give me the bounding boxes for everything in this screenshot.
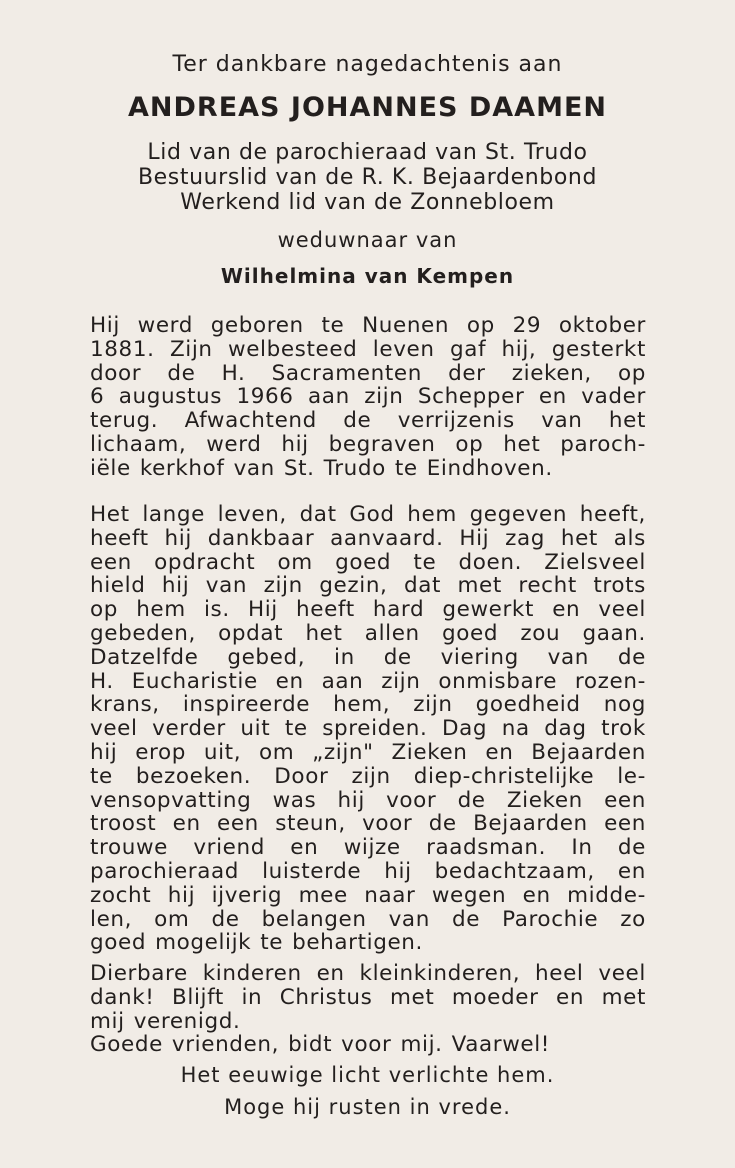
- word: zijn: [364, 384, 404, 410]
- word: verder: [152, 716, 226, 742]
- word: veel: [598, 597, 646, 623]
- text-line: [90, 457, 646, 481]
- intro-line: Ter dankbare nagedachtenis aan: [172, 52, 563, 77]
- word: inspireerde: [182, 692, 311, 718]
- word: ijverig: [211, 882, 283, 908]
- word: zo: [620, 906, 646, 932]
- word: Zieken: [391, 739, 468, 765]
- word: Datzelfde: [90, 644, 199, 670]
- word: hij: [164, 525, 192, 551]
- word: de: [428, 811, 457, 837]
- word: naar: [364, 882, 416, 908]
- word: Parochie: [502, 906, 599, 932]
- word: steun,: [275, 811, 346, 837]
- word: werd: [137, 313, 193, 338]
- word: verenigd.: [133, 1008, 241, 1034]
- word: verrijzenis: [397, 408, 515, 434]
- word: gebed,: [227, 644, 306, 670]
- word: hij: [161, 573, 190, 599]
- word: dankbaar: [207, 525, 315, 551]
- word: uit,: [203, 739, 242, 765]
- word: Zijn: [169, 336, 213, 362]
- word: nog: [603, 692, 646, 718]
- text-line: [90, 670, 646, 694]
- word: der: [448, 360, 486, 386]
- word: geboren: [210, 313, 304, 338]
- word: Vaarwel!: [451, 1032, 551, 1058]
- word: te: [413, 549, 437, 575]
- word: de: [343, 408, 372, 434]
- word: goed: [335, 549, 392, 575]
- word: met: [457, 573, 502, 599]
- word: voor: [386, 787, 437, 813]
- word: voor: [341, 1032, 392, 1058]
- word: Door: [274, 763, 329, 789]
- word: het: [560, 525, 598, 551]
- word: en: [538, 384, 567, 410]
- word: zou: [520, 620, 561, 646]
- text-line: [90, 362, 646, 386]
- text-line: [90, 338, 646, 362]
- word: Sacramenten: [271, 360, 422, 386]
- word: hij: [337, 787, 365, 813]
- word: kinderen: [202, 961, 302, 986]
- word: hij: [384, 858, 412, 884]
- word: hij: [281, 431, 309, 457]
- word: vrienden,: [171, 1032, 280, 1058]
- word: dat: [299, 502, 337, 527]
- text-line: [90, 622, 646, 646]
- word: krans,: [90, 692, 160, 718]
- word: het: [503, 431, 541, 457]
- word: 1966: [236, 384, 294, 410]
- word: Hij: [247, 597, 278, 623]
- word: om: [154, 906, 190, 932]
- widower-label: weduwnaar van: [277, 228, 458, 252]
- word: trouwe: [90, 835, 168, 861]
- word: aanvaard.: [330, 525, 444, 551]
- word: vensopvatting: [90, 787, 252, 813]
- word: H.: [221, 360, 246, 386]
- word: en: [172, 811, 201, 837]
- word: van: [233, 455, 275, 481]
- text-line: [90, 598, 646, 622]
- text-line: [90, 812, 646, 836]
- word: Eindhoven.: [426, 455, 553, 481]
- word: H.: [90, 668, 114, 694]
- word: leven: [372, 336, 435, 362]
- deceased-name: ANDREAS JOHANNES DAAMEN: [128, 92, 607, 123]
- word: paroch-: [560, 431, 646, 457]
- text-line: [90, 433, 646, 457]
- word: terug.: [90, 408, 159, 434]
- word: mogelijk: [155, 930, 252, 956]
- word: veel: [598, 961, 646, 986]
- word: en: [552, 597, 581, 623]
- word: in: [241, 984, 263, 1010]
- text-line: [90, 717, 646, 741]
- word: de: [211, 906, 240, 932]
- word: Goede: [90, 1032, 163, 1058]
- word: zieken,: [511, 360, 592, 386]
- text-line: [90, 836, 646, 860]
- text-line: [90, 1033, 646, 1057]
- word: Schepper: [417, 384, 525, 410]
- word: op: [466, 313, 495, 338]
- word: 6: [90, 384, 105, 410]
- role-line: Lid van de parochieraad van St. Trudo: [147, 140, 588, 165]
- word: viering: [440, 644, 519, 670]
- word: te: [260, 930, 284, 956]
- word: een: [217, 811, 259, 837]
- word: de: [451, 906, 481, 932]
- word: Hij: [459, 525, 490, 551]
- word: de: [457, 787, 486, 813]
- word: te: [284, 716, 308, 742]
- word: hield: [90, 573, 146, 599]
- text-line: [90, 789, 646, 813]
- text-line: [90, 574, 646, 598]
- word: te: [90, 763, 113, 789]
- word: luisterde: [262, 858, 362, 884]
- word: St.: [283, 455, 315, 481]
- text-line: [90, 1010, 646, 1034]
- word: en: [275, 668, 304, 694]
- word: zijn: [351, 763, 391, 789]
- word: op: [90, 597, 119, 623]
- word: hem,: [333, 692, 391, 718]
- farewell-paragraph: [90, 962, 646, 1057]
- word: bezoeken.: [135, 763, 252, 789]
- word: mij.: [400, 1032, 443, 1058]
- word: kleinkinderen,: [359, 961, 521, 986]
- role-line: Werkend lid van de Zonnebloem: [180, 190, 555, 215]
- word: spreiden.: [322, 716, 428, 742]
- word: Eucharistie: [131, 668, 258, 694]
- word: begraven: [328, 431, 436, 457]
- word: iële: [90, 455, 131, 481]
- word: Nuenen: [362, 313, 450, 338]
- word: de: [167, 360, 196, 386]
- word: vader: [581, 384, 646, 410]
- word: gegeven: [469, 502, 568, 527]
- word: parochieraad: [90, 858, 240, 884]
- text-line: [90, 765, 646, 789]
- roles-block: [0, 140, 735, 215]
- word: mee: [298, 882, 348, 908]
- text-line: [90, 646, 646, 670]
- word: te: [394, 455, 418, 481]
- word: uit: [240, 716, 271, 742]
- word: heel: [535, 961, 584, 986]
- text-line: [90, 527, 646, 551]
- word: en: [290, 835, 319, 861]
- word: raadsman.: [426, 835, 547, 861]
- word: behartigen.: [292, 930, 423, 956]
- word: zijn: [413, 692, 453, 718]
- word: met: [601, 984, 646, 1010]
- word: van: [547, 644, 589, 670]
- word: belangen: [261, 906, 367, 932]
- word: Dierbare: [90, 961, 188, 986]
- text-line: [90, 314, 646, 338]
- word: onmisbare: [438, 668, 558, 694]
- word: en: [556, 984, 585, 1010]
- word: zijn: [381, 668, 421, 694]
- word: hij,: [501, 336, 537, 362]
- word: gewerkt: [442, 597, 535, 623]
- word: aan: [321, 668, 364, 694]
- word: gaan.: [582, 620, 646, 646]
- text-line: [90, 409, 646, 433]
- word: het: [305, 620, 343, 646]
- word: bidt: [288, 1032, 333, 1058]
- word: Trudo: [323, 455, 386, 481]
- word: het: [608, 408, 646, 434]
- word: gezin,: [319, 573, 388, 599]
- word: allen: [364, 620, 420, 646]
- word: 29: [512, 313, 542, 338]
- word: in: [334, 644, 355, 670]
- text-line: [90, 986, 646, 1010]
- closing-prayer-line: Moge hij rusten in vrede.: [224, 1095, 511, 1119]
- word: trok: [601, 716, 646, 742]
- word: met: [389, 984, 435, 1010]
- word: door: [90, 360, 142, 386]
- word: voor: [362, 811, 413, 837]
- word: dank!: [90, 984, 155, 1010]
- word: welbesteed: [228, 336, 358, 362]
- word: de: [383, 644, 412, 670]
- word: zag: [505, 525, 546, 551]
- word: te: [321, 313, 345, 338]
- word: heeft: [90, 525, 149, 551]
- word: troost: [90, 811, 157, 837]
- word: bedachtzaam,: [434, 858, 595, 884]
- word: als: [613, 525, 646, 551]
- text-line: [90, 860, 646, 884]
- word: en: [522, 882, 551, 908]
- word: le-: [617, 763, 646, 789]
- word: opdracht: [154, 549, 256, 575]
- text-line: [90, 503, 646, 527]
- word: heeft: [296, 597, 355, 623]
- word: op: [617, 360, 646, 386]
- word: rozen-: [574, 668, 646, 694]
- word: zocht: [90, 882, 152, 908]
- text-line: [90, 931, 646, 955]
- word: aan: [308, 384, 350, 410]
- word: kerkhof: [139, 455, 225, 481]
- text-line: [90, 385, 646, 409]
- word: werd: [206, 431, 262, 457]
- word: doen.: [458, 549, 523, 575]
- word: opdat: [218, 620, 284, 646]
- biography-paragraph: [90, 314, 646, 481]
- word: In: [571, 835, 593, 861]
- word: recht: [518, 573, 577, 599]
- word: een: [604, 811, 646, 837]
- word: van: [205, 573, 248, 599]
- word: de: [617, 835, 646, 861]
- word: heeft,: [579, 502, 646, 527]
- word: midde-: [567, 882, 646, 908]
- word: dag: [544, 716, 587, 742]
- word: gesterkt: [551, 336, 646, 362]
- word: „zijn": [312, 739, 374, 765]
- word: vriend: [193, 835, 265, 861]
- text-line: [90, 551, 646, 575]
- word: Hij: [90, 313, 120, 338]
- word: dat: [403, 573, 442, 599]
- word: na: [501, 716, 530, 742]
- word: en: [485, 739, 514, 765]
- word: hij: [167, 882, 196, 908]
- text-line: [90, 908, 646, 932]
- word: goed: [442, 620, 499, 646]
- word: en: [316, 961, 345, 986]
- word: is.: [203, 597, 230, 623]
- word: hard: [372, 597, 425, 623]
- word: van: [541, 408, 583, 434]
- word: de: [617, 644, 646, 670]
- word: veel: [90, 716, 138, 742]
- word: van: [388, 906, 430, 932]
- word: lichaam,: [90, 431, 187, 457]
- word: Het: [90, 502, 130, 527]
- text-line: [90, 884, 646, 908]
- word: Bejaarden: [531, 739, 646, 765]
- word: Christus: [279, 984, 373, 1010]
- word: Dag: [441, 716, 488, 742]
- word: Bejaarden: [473, 811, 588, 837]
- text-line: [90, 962, 646, 986]
- word: God: [349, 502, 395, 527]
- word: goedheid: [475, 692, 581, 718]
- word: zijn: [263, 573, 303, 599]
- word: erop: [135, 739, 187, 765]
- word: gebeden,: [90, 620, 196, 646]
- word: diep-christelijke: [413, 763, 595, 789]
- word: len,: [90, 906, 133, 932]
- word: leven,: [217, 502, 287, 527]
- word: en: [617, 858, 646, 884]
- word: trots: [593, 573, 646, 599]
- word: hij: [90, 739, 118, 765]
- word: mij: [90, 1008, 125, 1034]
- role-line: Bestuurslid van de R. K. Bejaardenbond: [137, 165, 598, 190]
- word: was: [272, 787, 317, 813]
- text-line: [90, 741, 646, 765]
- word: om: [258, 739, 295, 765]
- word: oktober: [558, 313, 646, 338]
- word: Blijft: [172, 984, 224, 1010]
- word: een: [604, 787, 646, 813]
- text-line: [90, 693, 646, 717]
- tribute-paragraph: [90, 503, 646, 955]
- word: augustus: [118, 384, 223, 410]
- spouse-name: Wilhelmina van Kempen: [220, 264, 515, 288]
- word: een: [90, 549, 132, 575]
- closing-prayer-line: Het eeuwige licht verlichte hem.: [180, 1063, 555, 1087]
- word: om: [277, 549, 313, 575]
- word: wijze: [343, 835, 401, 861]
- word: goed: [90, 930, 147, 956]
- word: Zieken: [506, 787, 583, 813]
- word: Zielsveel: [544, 549, 646, 575]
- word: hem: [136, 597, 186, 623]
- word: op: [455, 431, 484, 457]
- word: moeder: [451, 984, 539, 1010]
- word: gaf: [449, 336, 487, 362]
- word: 1881.: [90, 336, 155, 362]
- word: lange: [142, 502, 205, 527]
- word: hem: [407, 502, 457, 527]
- word: wegen: [431, 882, 507, 908]
- word: Afwachtend: [184, 408, 317, 434]
